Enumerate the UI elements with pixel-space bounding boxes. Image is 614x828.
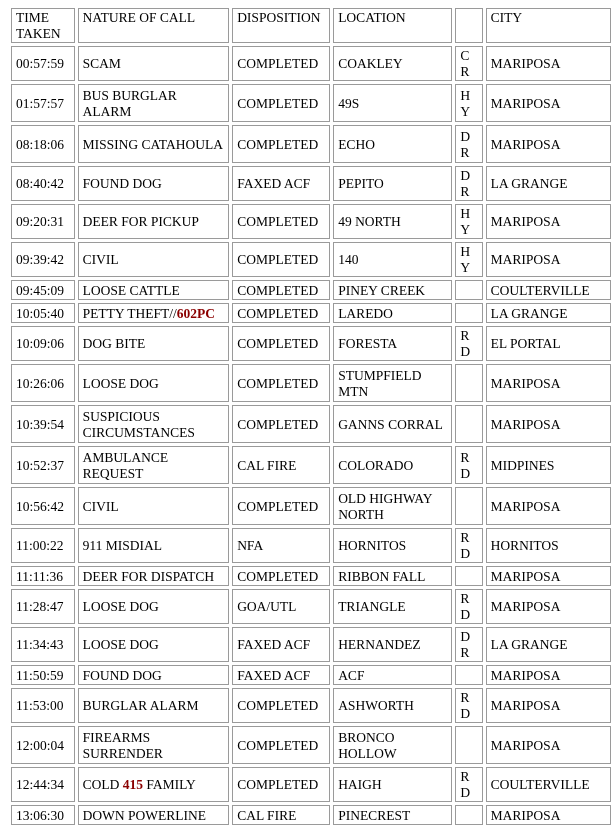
cell-city: HORNITOS (486, 528, 611, 563)
cell-location: ASHWORTH (333, 688, 452, 723)
cell-disposition: COMPLETED (232, 487, 330, 525)
cell-nature-of-call (78, 767, 230, 802)
cell-nature-of-call: DOWN POWERLINE (78, 805, 230, 825)
cell-nature-of-call (78, 303, 230, 323)
cell-city: COULTERVILLE (486, 767, 611, 802)
cell-location: HORNITOS (333, 528, 452, 563)
cell-location: BRONCO HOLLOW (333, 726, 452, 764)
cell-disposition: COMPLETED (232, 566, 330, 586)
cell-nature-of-call: AMBULANCE REQUEST (78, 446, 230, 484)
cell-location: HAIGH (333, 767, 452, 802)
cell-nature-of-call: LOOSE DOG (78, 627, 230, 662)
cell-location: ECHO (333, 125, 452, 163)
cell-street-suffix: HY (455, 204, 482, 239)
cell-time-taken: 12:00:04 (11, 726, 75, 764)
cell-street-suffix (455, 566, 482, 586)
cell-disposition: NFA (232, 528, 330, 563)
cell-street-suffix: HY (455, 84, 482, 122)
cell-city: MIDPINES (486, 446, 611, 484)
cell-disposition: GOA/UTL (232, 589, 330, 624)
table-row (11, 589, 611, 624)
table-row (11, 566, 611, 586)
cell-time-taken: 13:06:30 (11, 805, 75, 825)
cell-city: MARIPOSA (486, 688, 611, 723)
cell-location: FORESTA (333, 326, 452, 361)
cell-location: 49 NORTH (333, 204, 452, 239)
cell-city: MARIPOSA (486, 487, 611, 525)
cell-nature-of-call: DEER FOR DISPATCH (78, 566, 230, 586)
header-nature-of-call: NATURE OF CALL (78, 8, 230, 43)
cell-location: PINECREST (333, 805, 452, 825)
nature-text-after: FAMILY (143, 777, 196, 792)
cell-location: TRIANGLE (333, 589, 452, 624)
cell-disposition: COMPLETED (232, 204, 330, 239)
cell-time-taken: 10:52:37 (11, 446, 75, 484)
table-row (11, 84, 611, 122)
nature-text: COLD (82, 777, 123, 792)
cell-city: MARIPOSA (486, 566, 611, 586)
cell-disposition: FAXED ACF (232, 166, 330, 201)
table-row (11, 326, 611, 361)
cell-location: HERNANDEZ (333, 627, 452, 662)
cell-nature-of-call: LOOSE DOG (78, 589, 230, 624)
cell-time-taken: 10:09:06 (11, 326, 75, 361)
cell-time-taken: 09:20:31 (11, 204, 75, 239)
cell-street-suffix (455, 303, 482, 323)
cell-location: COAKLEY (333, 46, 452, 81)
table-row (11, 166, 611, 201)
table-row (11, 204, 611, 239)
cell-location: ACF (333, 665, 452, 685)
table-row (11, 665, 611, 685)
cell-location: GANNS CORRAL (333, 405, 452, 443)
code-highlight: 602PC (176, 305, 216, 321)
cell-time-taken: 09:45:09 (11, 280, 75, 300)
table-row (11, 487, 611, 525)
cell-time-taken: 10:05:40 (11, 303, 75, 323)
cell-disposition: COMPLETED (232, 280, 330, 300)
cell-street-suffix: DR (455, 627, 482, 662)
table-row (11, 627, 611, 662)
cell-location: RIBBON FALL (333, 566, 452, 586)
cell-city: LA GRANGE (486, 166, 611, 201)
cell-disposition: COMPLETED (232, 364, 330, 402)
table-row (11, 280, 611, 300)
cell-disposition: CAL FIRE (232, 805, 330, 825)
cell-location: OLD HIGHWAY NORTH (333, 487, 452, 525)
cell-disposition: COMPLETED (232, 688, 330, 723)
cell-nature-of-call: BUS BURGLAR ALARM (78, 84, 230, 122)
cell-time-taken: 08:18:06 (11, 125, 75, 163)
cell-disposition: COMPLETED (232, 303, 330, 323)
cell-nature-of-call: LOOSE CATTLE (78, 280, 230, 300)
cell-time-taken: 11:34:43 (11, 627, 75, 662)
cell-time-taken: 12:44:34 (11, 767, 75, 802)
cell-nature-of-call: DEER FOR PICKUP (78, 204, 230, 239)
table-row (11, 125, 611, 163)
cell-nature-of-call: DOG BITE (78, 326, 230, 361)
cell-city: MARIPOSA (486, 726, 611, 764)
cell-city: MARIPOSA (486, 204, 611, 239)
cell-nature-of-call: SCAM (78, 46, 230, 81)
cell-city: MARIPOSA (486, 125, 611, 163)
cell-nature-of-call: FOUND DOG (78, 665, 230, 685)
table-row (11, 688, 611, 723)
table-row (11, 364, 611, 402)
table-row (11, 726, 611, 764)
cell-nature-of-call: FOUND DOG (78, 166, 230, 201)
table-row (11, 303, 611, 323)
cell-time-taken: 11:50:59 (11, 665, 75, 685)
cell-time-taken: 10:26:06 (11, 364, 75, 402)
cell-disposition: CAL FIRE (232, 446, 330, 484)
cell-disposition: FAXED ACF (232, 627, 330, 662)
cell-city: LA GRANGE (486, 627, 611, 662)
table-row (11, 242, 611, 277)
cell-street-suffix: CR (455, 46, 482, 81)
cell-disposition: COMPLETED (232, 767, 330, 802)
cell-location: STUMPFIELD MTN (333, 364, 452, 402)
cell-time-taken: 11:28:47 (11, 589, 75, 624)
table-row (11, 805, 611, 825)
cell-city: MARIPOSA (486, 805, 611, 825)
table-row (11, 405, 611, 443)
table-row (11, 46, 611, 81)
cell-street-suffix: RD (455, 326, 482, 361)
table-row (11, 446, 611, 484)
call-log-body (11, 46, 611, 825)
cell-nature-of-call: CIVIL (78, 242, 230, 277)
cell-time-taken: 10:56:42 (11, 487, 75, 525)
code-highlight: 415 (122, 777, 144, 792)
header-city: CITY (486, 8, 611, 43)
cell-disposition: COMPLETED (232, 46, 330, 81)
cell-street-suffix (455, 665, 482, 685)
cell-city: EL PORTAL (486, 326, 611, 361)
cell-street-suffix: RD (455, 446, 482, 484)
cell-time-taken: 08:40:42 (11, 166, 75, 201)
cell-nature-of-call: SUSPICIOUS CIRCUMSTANCES (78, 405, 230, 443)
cell-disposition: COMPLETED (232, 84, 330, 122)
cell-city: MARIPOSA (486, 665, 611, 685)
cell-city: MARIPOSA (486, 405, 611, 443)
header-time-taken: TIME TAKEN (11, 8, 75, 43)
cell-street-suffix: DR (455, 125, 482, 163)
cell-disposition: COMPLETED (232, 726, 330, 764)
cell-street-suffix: RD (455, 589, 482, 624)
cell-disposition: COMPLETED (232, 405, 330, 443)
cell-location: 49S (333, 84, 452, 122)
call-log-table (8, 5, 614, 828)
cell-disposition: COMPLETED (232, 326, 330, 361)
cell-time-taken: 00:57:59 (11, 46, 75, 81)
cell-city: MARIPOSA (486, 242, 611, 277)
cell-street-suffix (455, 726, 482, 764)
cell-location: COLORADO (333, 446, 452, 484)
cell-time-taken: 10:39:54 (11, 405, 75, 443)
cell-street-suffix (455, 405, 482, 443)
cell-street-suffix: RD (455, 688, 482, 723)
cell-time-taken: 01:57:57 (11, 84, 75, 122)
cell-nature-of-call: CIVIL (78, 487, 230, 525)
table-row (11, 528, 611, 563)
cell-nature-of-call: FIREARMS SURRENDER (78, 726, 230, 764)
cell-street-suffix: DR (455, 166, 482, 201)
cell-street-suffix (455, 487, 482, 525)
cell-disposition: COMPLETED (232, 125, 330, 163)
cell-time-taken: 11:53:00 (11, 688, 75, 723)
header-location: LOCATION (333, 8, 452, 43)
nature-text: PETTY THEFT// (82, 305, 177, 321)
cell-city: MARIPOSA (486, 84, 611, 122)
cell-location: 140 (333, 242, 452, 277)
cell-time-taken: 11:00:22 (11, 528, 75, 563)
cell-time-taken: 09:39:42 (11, 242, 75, 277)
cell-city: LA GRANGE (486, 303, 611, 323)
cell-city: MARIPOSA (486, 589, 611, 624)
cell-city: MARIPOSA (486, 46, 611, 81)
cell-nature-of-call: 911 MISDIAL (78, 528, 230, 563)
cell-time-taken: 11:11:36 (11, 566, 75, 586)
cell-street-suffix: HY (455, 242, 482, 277)
table-row (11, 767, 611, 802)
cell-street-suffix (455, 364, 482, 402)
cell-location: PINEY CREEK (333, 280, 452, 300)
cell-street-suffix (455, 280, 482, 300)
cell-street-suffix: RD (455, 528, 482, 563)
cell-city: COULTERVILLE (486, 280, 611, 300)
cell-location: LAREDO (333, 303, 452, 323)
cell-street-suffix: RD (455, 767, 482, 802)
cell-disposition: COMPLETED (232, 242, 330, 277)
cell-location: PEPITO (333, 166, 452, 201)
cell-street-suffix (455, 805, 482, 825)
header-disposition: DISPOSITION (232, 8, 330, 43)
header-street-suffix (455, 8, 482, 43)
cell-nature-of-call: MISSING CATAHOULA (78, 125, 230, 163)
cell-disposition: FAXED ACF (232, 665, 330, 685)
cell-nature-of-call: LOOSE DOG (78, 364, 230, 402)
header-row (11, 8, 611, 43)
cell-nature-of-call: BURGLAR ALARM (78, 688, 230, 723)
cell-city: MARIPOSA (486, 364, 611, 402)
